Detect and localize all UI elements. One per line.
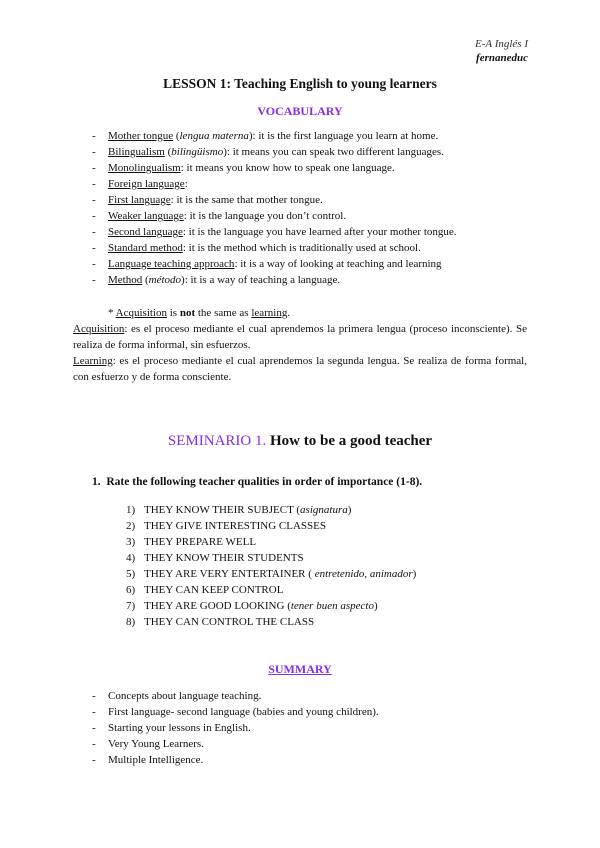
vocab-translation: lengua materna [179, 130, 249, 142]
summary-item: - Very Young Learners. [92, 736, 532, 752]
vocab-term: Foreign language [108, 178, 185, 190]
document-header [475, 37, 528, 65]
quality-post: ) [373, 600, 378, 612]
note-not: not [179, 307, 196, 319]
question-number: 1. [92, 476, 101, 488]
quality-number: 8) [126, 616, 136, 628]
acquisition-note [108, 306, 290, 320]
vocab-definition: ): it is the first language you learn at home. [248, 130, 439, 142]
quality-text: THEY KNOW THEIR SUBJECT ( [144, 504, 301, 516]
quality-text: THEY ARE VERY ENTERTAINER ( [144, 568, 315, 580]
summary-heading: SUMMARY [268, 662, 332, 676]
quality-number: 1) [126, 504, 136, 516]
vocab-pre: ( [173, 130, 180, 142]
quality-number: 6) [126, 584, 136, 596]
quality-translation: entretenido, animador [314, 568, 413, 580]
vocab-pre: ( [142, 274, 149, 286]
vocab-term: First language [108, 194, 171, 206]
vocab-item [92, 272, 532, 288]
course-name: E-A Inglés I [475, 38, 528, 50]
vocab-item [92, 192, 532, 208]
vocab-item [92, 160, 532, 176]
question-text: Rate the following teacher qualities in order of importance (1-8). [106, 476, 423, 488]
note-star: * [108, 307, 116, 319]
vocab-definition: : it is the language you have learned after your mother tongue. [182, 226, 457, 238]
seminar-subtitle: How to be a good teacher [270, 433, 433, 449]
seminar-label: SEMINARIO 1. [167, 433, 267, 449]
quality-item [126, 502, 416, 518]
quality-item [126, 550, 416, 566]
vocabulary-heading: VOCABULARY [257, 104, 343, 118]
vocab-term: Second language [108, 226, 183, 238]
vocab-item [92, 256, 532, 272]
vocab-translation: bilingüismo [171, 146, 224, 158]
vocab-definition: : it is the same that mother tongue. [170, 194, 323, 206]
vocab-item [92, 224, 532, 240]
summary-list [92, 688, 532, 768]
acquisition-text: : es el proceso mediante el cual aprendemos la primera lengua (proceso inconsciente). Se realiza de forma informal, sin esfuerzos. [73, 323, 527, 351]
question-1 [92, 476, 422, 488]
vocab-term: Monolingualism [108, 162, 181, 174]
note-same: the same as [195, 307, 252, 319]
note-learning: learning [251, 307, 288, 319]
quality-number: 5) [126, 568, 136, 580]
quality-translation: asignatura [300, 504, 348, 516]
quality-translation: tener buen aspecto [290, 600, 374, 612]
summary-item: - First language- second language (babies and young children). [92, 704, 532, 720]
quality-item [126, 518, 416, 534]
learning-paragraph [73, 353, 527, 385]
vocab-definition: : it is the method which is traditionally used at school. [182, 242, 421, 254]
quality-item [126, 598, 416, 614]
summary-item: - Starting your lessons in English. [92, 720, 532, 736]
vocab-item [92, 176, 532, 192]
vocab-definition: ): it means you can speak two different languages. [223, 146, 444, 158]
acquisition-term: Acquisition [73, 323, 125, 335]
vocab-definition: : it is the language you don’t control. [183, 210, 347, 222]
vocabulary-list [92, 128, 532, 288]
quality-item [126, 582, 416, 598]
quality-number: 3) [126, 536, 136, 548]
qualities-list [126, 502, 416, 630]
vocab-term: Standard method [108, 242, 183, 254]
vocab-translation: método [148, 274, 182, 286]
quality-item [126, 566, 416, 582]
vocab-item [92, 128, 532, 144]
vocab-term: Weaker language [108, 210, 184, 222]
learning-term: Learning [73, 355, 113, 367]
seminar-title [0, 433, 600, 450]
vocab-term: Method [108, 274, 143, 286]
acquisition-paragraph [73, 321, 527, 353]
vocab-item [92, 240, 532, 256]
quality-item [126, 614, 416, 630]
summary-item: - Multiple Intelligence. [92, 752, 532, 768]
quality-post: ) [347, 504, 352, 516]
vocab-pre: ( [164, 146, 172, 158]
quality-number: 7) [126, 600, 136, 612]
author-name: fernaneduc [476, 52, 528, 64]
learning-text: : es el proceso mediante el cual aprendemos la segunda lengua. Se realiza de forma formal, con esfuerzo y de forma consciente. [73, 355, 527, 383]
quality-number: 2) [126, 520, 136, 532]
quality-text: THEY CAN CONTROL THE CLASS [144, 616, 315, 628]
quality-item [126, 534, 416, 550]
summary-item: - Concepts about language teaching. [92, 688, 532, 704]
vocab-term: Language teaching approach [108, 258, 235, 270]
quality-text: THEY KNOW THEIR STUDENTS [144, 552, 304, 564]
vocab-definition: : it means you know how to speak one language. [180, 162, 395, 174]
vocab-definition: ): it is a way of teaching a language. [181, 274, 341, 286]
vocab-definition: : [184, 178, 188, 190]
quality-post: ) [412, 568, 417, 580]
note-is: is [167, 307, 180, 319]
lesson-title: LESSON 1: Teaching English to young learners [163, 76, 437, 91]
vocab-term: Bilingualism [108, 146, 165, 158]
quality-text: THEY CAN KEEP CONTROL [144, 584, 284, 596]
vocab-definition: : it is a way of looking at teaching and learning [234, 258, 442, 270]
note-dot: . [287, 307, 291, 319]
vocab-term: Mother tongue [108, 130, 174, 142]
note-acquisition: Acquisition [115, 307, 167, 319]
quality-text: THEY ARE GOOD LOOKING ( [144, 600, 291, 612]
quality-text: THEY PREPARE WELL [144, 536, 257, 548]
quality-text: THEY GIVE INTERESTING CLASSES [144, 520, 326, 532]
vocab-item [92, 144, 532, 160]
vocab-item [92, 208, 532, 224]
quality-number: 4) [126, 552, 136, 564]
